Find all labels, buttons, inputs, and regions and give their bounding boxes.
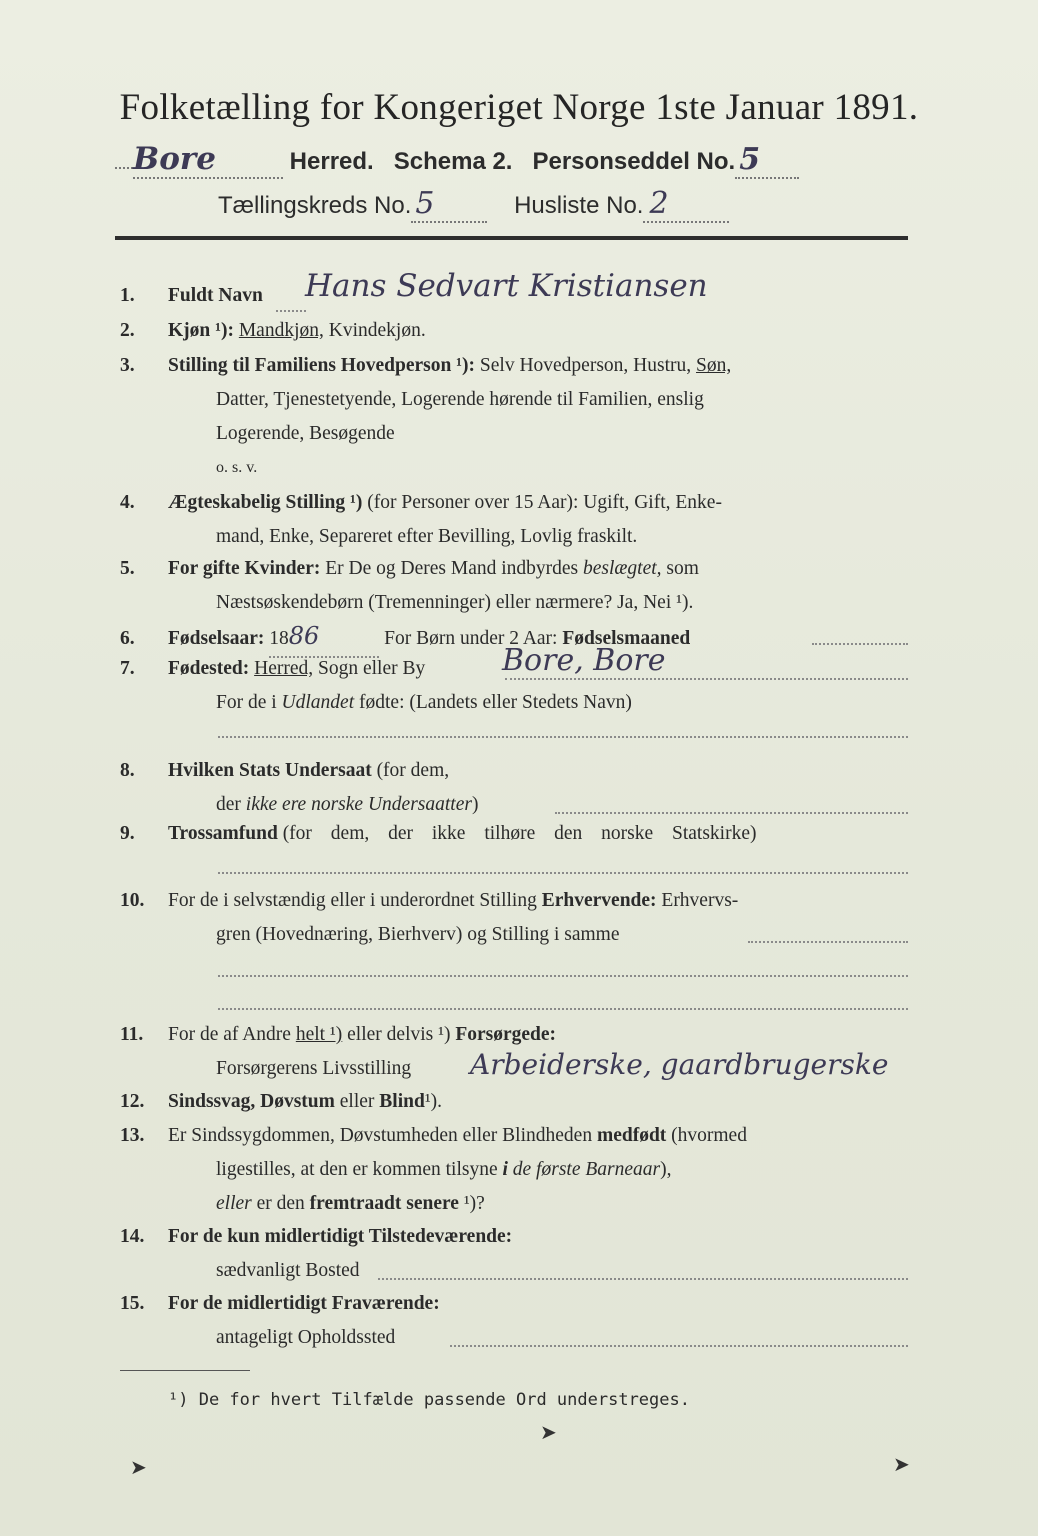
header-row-taellingskreds xyxy=(218,186,729,223)
q2-option-mandkjon: Mandkjøn, xyxy=(238,320,324,341)
question-4: 4. Ægteskabelig Stilling ¹) (for Personer over 15 Aar): Ugift, Gift, Enke- mand, Enke, Separeret efter Bevilling, Lovlig fraskilt. xyxy=(120,492,722,547)
header-rule xyxy=(115,236,908,240)
q6-birth-year-value: 86 xyxy=(288,622,320,650)
q1-label: Fuldt Navn xyxy=(168,285,263,306)
schema-label: Schema 2. xyxy=(393,148,513,175)
personseddel-value: 5 xyxy=(735,142,799,179)
taellingskreds-value: 5 xyxy=(411,186,487,223)
question-6: 6. Fødselsaar: 1886 For Børn under 2 Aar: Fødselsmaaned xyxy=(120,619,910,658)
q3-option-son: Søn, xyxy=(696,355,732,376)
question-15: 15. For de midlertidigt Fraværende: antageligt Opholdssted xyxy=(120,1293,440,1348)
footnote: ¹) De for hvert Tilfælde passende Ord understreges. xyxy=(168,1390,690,1410)
question-3: 3. Stilling til Familiens Hovedperson ¹): Selv Hovedperson, Hustru, Søn, Datter, Tjenestetyende, Logerende hørende til Familien, enslig Logerende, Besøgende o. s. v. xyxy=(120,355,732,476)
herred-value: Bore xyxy=(133,141,283,179)
question-7: 7. Fødested: Herred, Sogn eller By Bore, Bore For de i Udlandet fødte: (Landets eller Stedets Navn) xyxy=(120,643,666,713)
header-row-herred xyxy=(115,141,799,179)
question-12: 12. Sindssvag, Døvstum eller Blind¹). xyxy=(120,1091,443,1112)
q7-birthplace-value: Bore, Bore xyxy=(502,643,666,678)
registration-mark-center: ➤ xyxy=(540,1420,557,1444)
q1-name-value: Hans Sedvart Kristiansen xyxy=(305,268,708,304)
husliste-value: 2 xyxy=(643,186,729,223)
registration-mark-right: ➤ xyxy=(893,1452,910,1476)
footnote-rule xyxy=(120,1370,250,1371)
question-1: 1. Fuldt Navn Hans Sedvart Kristiansen xyxy=(120,268,708,306)
personseddel-label: Personseddel No. xyxy=(532,148,736,175)
question-5: 5. For gifte Kvinder: Er De og Deres Mand indbyrdes beslægtet, som Næstsøskendebørn (Tremenninger) eller nærmere? Ja, Nei ¹). xyxy=(120,558,699,613)
question-10: 10. For de i selvstændig eller i underordnet Stilling Erhvervende: Erhvervs- gren (Hovednæring, Bierhverv) og Stilling i samme xyxy=(120,890,739,945)
question-14: 14. For de kun midlertidigt Tilstedeværende: sædvanligt Bosted xyxy=(120,1226,513,1281)
question-11: 11. For de af Andre helt ¹) eller delvis ¹) Forsørgede: Forsørgerens Livsstilling Arbeiderske, gaardbrugerske xyxy=(120,1024,889,1081)
q11-provider-occupation-value: Arbeiderske, gaardbrugerske xyxy=(470,1048,889,1081)
husliste-label: Husliste No. xyxy=(514,192,644,219)
registration-mark-left: ➤ xyxy=(130,1455,147,1479)
herred-label: Herred. xyxy=(289,148,374,175)
question-2: 2. Kjøn ¹): Mandkjøn, Kvindekjøn. xyxy=(120,320,426,341)
taellingskreds-label: Tællingskreds No. xyxy=(218,192,412,219)
form-title: Folketælling for Kongeriget Norge 1ste Januar 1891. xyxy=(119,87,919,128)
question-9: 9. Trossamfund (for dem, der ikke tilhøre den norske Statskirke) xyxy=(120,823,757,844)
question-8: 8. Hvilken Stats Undersaat (for dem, der ikke ere norske Undersaatter) xyxy=(120,760,479,815)
question-13: 13. Er Sindssygdommen, Døvstumheden eller Blindheden medfødt (hvormed ligestilles, at den er kommen tilsyne i de første Barneaar), eller er den fremtraadt senere ¹)? xyxy=(120,1125,747,1214)
